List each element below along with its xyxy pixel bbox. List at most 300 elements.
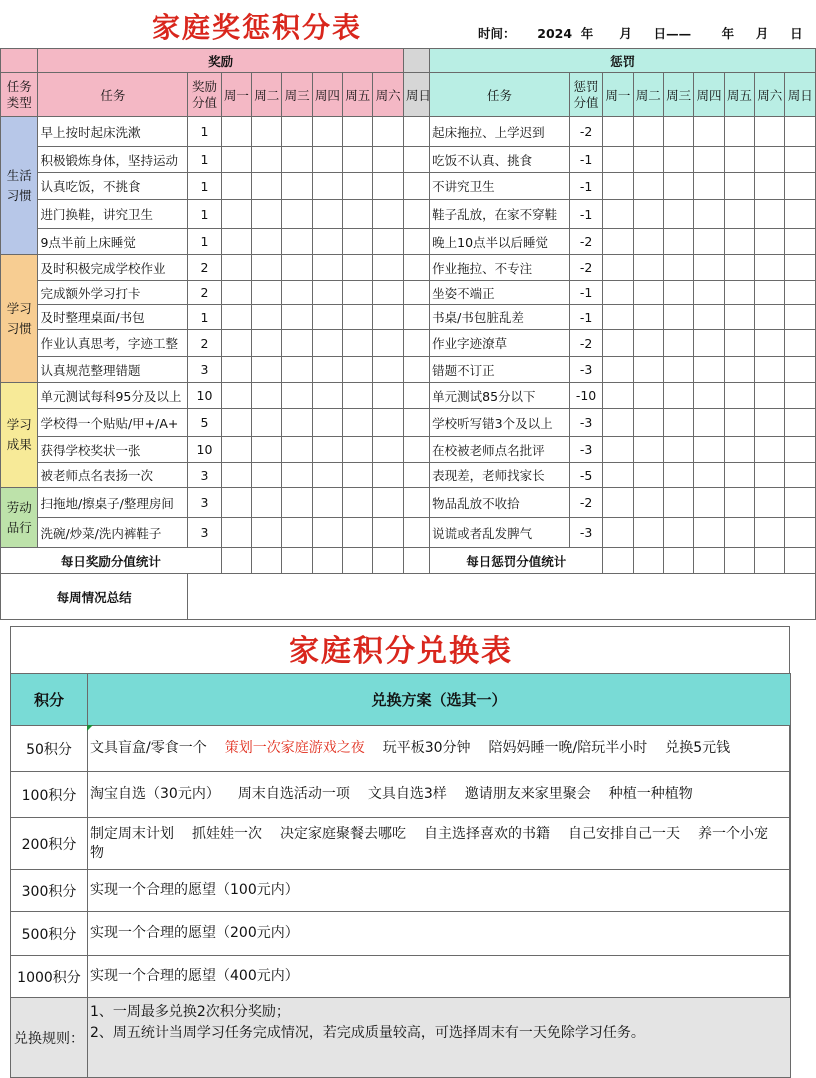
reward-check-cell[interactable] [282,357,312,383]
exchange-option: 实现一个合理的愿望（200元内） [90,925,299,941]
task-type-label: 劳动品行 [6,499,32,535]
penalty-check-cell[interactable] [603,305,633,330]
task-type-label: 学习成果 [6,417,32,452]
daily-reward-total-cell[interactable] [221,548,251,574]
penalty-check-cell[interactable] [603,437,633,463]
reward-check-cell[interactable] [252,200,282,229]
penalty-points-header: 惩罚分值 [569,73,602,117]
penalty-check-cell[interactable] [603,117,633,147]
task-row [1,357,816,383]
task-type-cell [1,255,38,383]
reward-check-cell[interactable] [312,409,342,437]
reward-check-cell[interactable] [282,173,312,200]
penalty-check-cell[interactable] [785,281,816,305]
penalty-check-cell[interactable] [724,488,754,518]
reward-check-cell[interactable] [343,357,373,383]
exchange-option: 文具自选3样 [367,786,447,802]
task-row [1,305,816,330]
penalty-check-cell[interactable] [694,305,724,330]
reward-check-cell[interactable] [221,305,251,330]
penalty-check-cell[interactable] [603,383,633,409]
daily-reward-total-cell[interactable] [343,548,373,574]
penalty-check-cell[interactable] [724,255,754,281]
reward-check-cell[interactable] [403,518,429,548]
penalty-check-cell[interactable] [694,383,724,409]
daily-penalty-total-label: 每日惩罚分值统计 [430,548,603,574]
reward-check-cell[interactable] [343,437,373,463]
reward-check-cell[interactable] [221,117,251,147]
reward-check-cell[interactable] [221,409,251,437]
reward-check-cell[interactable] [252,409,282,437]
reward-check-cell[interactable] [221,330,251,357]
penalty-check-cell[interactable] [724,173,754,200]
penalty-check-cell[interactable] [603,173,633,200]
penalty-check-cell[interactable] [785,229,816,255]
penalty-check-cell[interactable] [785,409,816,437]
penalty-check-cell[interactable] [694,147,724,173]
penalty-check-cell[interactable] [603,200,633,229]
penalty-check-cell[interactable] [694,117,724,147]
reward-check-cell[interactable] [282,255,312,281]
reward-check-cell[interactable] [221,147,251,173]
reward-check-cell[interactable] [373,305,403,330]
reward-check-cell[interactable] [373,488,403,518]
blank-corner [1,49,38,73]
reward-check-cell[interactable] [343,173,373,200]
reward-check-cell[interactable] [343,383,373,409]
penalty-check-cell[interactable] [785,200,816,229]
penalty-check-cell[interactable] [785,255,816,281]
penalty-check-cell[interactable] [694,518,724,548]
penalty-check-cell[interactable] [603,488,633,518]
penalty-check-cell[interactable] [663,518,693,548]
penalty-check-cell[interactable] [724,330,754,357]
penalty-check-cell[interactable] [603,357,633,383]
penalty-check-cell[interactable] [603,330,633,357]
reward-check-cell[interactable] [403,330,429,357]
reward-check-cell[interactable] [252,281,282,305]
reward-check-cell[interactable] [252,255,282,281]
penalty-points: -3 [569,409,602,437]
penalty-check-cell[interactable] [603,463,633,488]
reward-check-cell[interactable] [282,409,312,437]
penalty-check-cell[interactable] [755,437,785,463]
penalty-check-cell[interactable] [755,357,785,383]
reward-task: 被老师点名表扬一次 [38,463,188,488]
rules-row [11,998,791,1078]
reward-points: 10 [188,383,221,409]
daily-penalty-total-cell[interactable] [724,548,754,574]
reward-check-cell[interactable] [373,330,403,357]
penalty-check-cell[interactable] [694,463,724,488]
penalty-check-cell[interactable] [724,281,754,305]
penalty-check-cell[interactable] [603,281,633,305]
reward-check-cell[interactable] [343,147,373,173]
reward-task: 进门换鞋，讲究卫生 [38,200,188,229]
penalty-check-cell[interactable] [633,463,663,488]
penalty-check-cell[interactable] [663,305,693,330]
reward-check-cell[interactable] [282,117,312,147]
penalty-check-cell[interactable] [633,437,663,463]
penalty-check-cell[interactable] [785,518,816,548]
reward-check-cell[interactable] [343,463,373,488]
daily-penalty-total-cell[interactable] [633,548,663,574]
penalty-check-cell[interactable] [603,409,633,437]
exchange-option: 邀请朋友来家里聚会 [464,786,591,802]
exchange-section [10,626,790,1056]
plan-header: 兑换方案（选其一） [88,674,791,726]
daily-penalty-total-cell[interactable] [603,548,633,574]
reward-check-cell[interactable] [252,437,282,463]
penalty-check-cell[interactable] [633,281,663,305]
reward-points: 1 [188,305,221,330]
reward-check-cell[interactable] [282,437,312,463]
penalty-check-cell[interactable] [785,173,816,200]
reward-check-cell[interactable] [343,229,373,255]
daily-reward-total-cell[interactable] [252,548,282,574]
penalty-check-cell[interactable] [633,200,663,229]
penalty-check-cell[interactable] [755,255,785,281]
exchange-option: 实现一个合理的愿望（400元内） [90,968,299,984]
penalty-check-cell[interactable] [633,409,663,437]
reward-check-cell[interactable] [403,229,429,255]
penalty-check-cell[interactable] [603,518,633,548]
penalty-check-cell[interactable] [694,173,724,200]
task-row [1,147,816,173]
penalty-check-cell[interactable] [724,409,754,437]
penalty-check-cell[interactable] [755,463,785,488]
reward-check-cell[interactable] [373,147,403,173]
reward-check-cell[interactable] [373,463,403,488]
penalty-check-cell[interactable] [724,305,754,330]
reward-day-6: 周六 [373,73,403,117]
penalty-check-cell[interactable] [755,173,785,200]
reward-check-cell[interactable] [282,518,312,548]
task-type-cell [1,383,38,488]
reward-check-cell[interactable] [252,117,282,147]
reward-header: 奖励 [38,49,403,73]
reward-day-4: 周四 [312,73,342,117]
penalty-check-cell[interactable] [663,229,693,255]
reward-points: 10 [188,437,221,463]
penalty-check-cell[interactable] [785,463,816,488]
penalty-check-cell[interactable] [755,518,785,548]
penalty-check-cell[interactable] [663,330,693,357]
penalty-check-cell[interactable] [785,305,816,330]
reward-check-cell[interactable] [403,305,429,330]
penalty-check-cell[interactable] [663,147,693,173]
penalty-check-cell[interactable] [633,147,663,173]
penalty-check-cell[interactable] [663,409,693,437]
reward-check-cell[interactable] [373,255,403,281]
penalty-check-cell[interactable] [633,518,663,548]
penalty-check-cell[interactable] [724,117,754,147]
penalty-check-cell[interactable] [724,200,754,229]
reward-check-cell[interactable] [282,200,312,229]
reward-check-cell[interactable] [373,383,403,409]
exchange-table [10,673,791,1078]
penalty-check-cell[interactable] [755,305,785,330]
penalty-check-cell[interactable] [694,488,724,518]
reward-check-cell[interactable] [343,305,373,330]
daily-reward-total-cell[interactable] [403,548,429,574]
reward-check-cell[interactable] [221,463,251,488]
reward-check-cell[interactable] [312,383,342,409]
reward-check-cell[interactable] [343,409,373,437]
penalty-check-cell[interactable] [755,200,785,229]
penalty-check-cell[interactable] [633,173,663,200]
reward-check-cell[interactable] [403,488,429,518]
reward-check-cell[interactable] [343,281,373,305]
reward-check-cell[interactable] [373,200,403,229]
penalty-points: -10 [569,383,602,409]
reward-check-cell[interactable] [312,463,342,488]
reward-check-cell[interactable] [252,488,282,518]
penalty-check-cell[interactable] [724,383,754,409]
reward-check-cell[interactable] [221,383,251,409]
penalty-check-cell[interactable] [663,117,693,147]
penalty-task: 在校被老师点名批评 [430,437,570,463]
penalty-check-cell[interactable] [663,255,693,281]
reward-check-cell[interactable] [312,200,342,229]
penalty-check-cell[interactable] [724,147,754,173]
daily-penalty-total-cell[interactable] [694,548,724,574]
penalty-check-cell[interactable] [724,437,754,463]
reward-check-cell[interactable] [252,357,282,383]
exchange-option: 淘宝自选（30元内） [90,786,220,802]
page-title: 家庭奖惩积分表 [152,11,363,44]
penalty-check-cell[interactable] [633,357,663,383]
penalty-day-6: 周六 [755,73,785,117]
reward-check-cell[interactable] [343,200,373,229]
reward-check-cell[interactable] [312,437,342,463]
reward-check-cell[interactable] [252,173,282,200]
reward-check-cell[interactable] [221,488,251,518]
reward-task: 及时整理桌面/书包 [38,305,188,330]
reward-check-cell[interactable] [403,463,429,488]
daily-reward-total-cell[interactable] [373,548,403,574]
penalty-check-cell[interactable] [663,173,693,200]
task-row [1,117,816,147]
penalty-check-cell[interactable] [603,255,633,281]
reward-check-cell[interactable] [403,437,429,463]
reward-task: 单元测试每科95分及以上 [38,383,188,409]
penalty-check-cell[interactable] [785,117,816,147]
penalty-check-cell[interactable] [724,518,754,548]
penalty-points: -2 [569,330,602,357]
penalty-check-cell[interactable] [633,229,663,255]
reward-check-cell[interactable] [373,437,403,463]
penalty-check-cell[interactable] [785,437,816,463]
penalty-task: 表现差，老师找家长 [430,463,570,488]
penalty-check-cell[interactable] [633,255,663,281]
penalty-points: -2 [569,488,602,518]
reward-check-cell[interactable] [221,518,251,548]
penalty-check-cell[interactable] [603,229,633,255]
daily-total-row [1,548,816,574]
reward-check-cell[interactable] [252,305,282,330]
penalty-check-cell[interactable] [663,437,693,463]
penalty-check-cell[interactable] [694,229,724,255]
penalty-check-cell[interactable] [785,383,816,409]
daily-penalty-total-cell[interactable] [785,548,816,574]
penalty-check-cell[interactable] [663,357,693,383]
reward-check-cell[interactable] [312,330,342,357]
daily-reward-total-cell[interactable] [312,548,342,574]
reward-check-cell[interactable] [282,281,312,305]
penalty-points: -5 [569,463,602,488]
penalty-check-cell[interactable] [785,357,816,383]
reward-check-cell[interactable] [403,173,429,200]
task-row [1,173,816,200]
reward-check-cell[interactable] [312,357,342,383]
reward-check-cell[interactable] [282,305,312,330]
penalty-check-cell[interactable] [724,357,754,383]
exchange-option: 兑换5元钱 [665,740,731,756]
penalty-check-cell[interactable] [755,383,785,409]
reward-check-cell[interactable] [252,383,282,409]
reward-check-cell[interactable] [221,281,251,305]
exchange-option: 策划一次家庭游戏之夜 [224,740,365,756]
reward-points: 1 [188,117,221,147]
penalty-task: 书桌/书包脏乱差 [430,305,570,330]
penalty-check-cell[interactable] [755,488,785,518]
penalty-check-cell[interactable] [755,281,785,305]
reward-check-cell[interactable] [312,173,342,200]
penalty-check-cell[interactable] [724,229,754,255]
penalty-check-cell[interactable] [694,409,724,437]
penalty-check-cell[interactable] [663,488,693,518]
penalty-check-cell[interactable] [755,330,785,357]
reward-check-cell[interactable] [282,383,312,409]
penalty-check-cell[interactable] [633,330,663,357]
penalty-check-cell[interactable] [663,281,693,305]
penalty-check-cell[interactable] [724,463,754,488]
reward-check-cell[interactable] [403,147,429,173]
header-row-top [1,49,816,73]
penalty-check-cell[interactable] [663,463,693,488]
reward-check-cell[interactable] [221,173,251,200]
reward-check-cell[interactable] [403,255,429,281]
penalty-check-cell[interactable] [755,117,785,147]
reward-check-cell[interactable] [252,518,282,548]
reward-check-cell[interactable] [282,463,312,488]
exchange-row [11,726,791,772]
reward-check-cell[interactable] [373,117,403,147]
reward-task: 早上按时起床洗漱 [38,117,188,147]
reward-check-cell[interactable] [343,488,373,518]
penalty-check-cell[interactable] [755,409,785,437]
reward-check-cell[interactable] [403,117,429,147]
penalty-day-1: 周一 [603,73,633,117]
penalty-check-cell[interactable] [694,357,724,383]
task-type-label: 生活习惯 [6,167,32,203]
reward-check-cell[interactable] [221,437,251,463]
points-cell: 1000积分 [11,956,88,998]
task-row [1,463,816,488]
penalty-check-cell[interactable] [633,488,663,518]
reward-check-cell[interactable] [221,357,251,383]
exchange-option: 制定周末计划 [90,825,174,842]
reward-check-cell[interactable] [373,409,403,437]
penalty-points: -3 [569,518,602,548]
penalty-check-cell[interactable] [694,255,724,281]
reward-check-cell[interactable] [403,281,429,305]
reward-check-cell[interactable] [312,255,342,281]
reward-check-cell[interactable] [282,229,312,255]
reward-day-5: 周五 [343,73,373,117]
reward-check-cell[interactable] [312,229,342,255]
task-type-cell [1,117,38,255]
reward-check-cell[interactable] [252,463,282,488]
reward-check-cell[interactable] [373,357,403,383]
penalty-check-cell[interactable] [785,330,816,357]
task-type-label: 学习习惯 [6,300,32,336]
reward-check-cell[interactable] [282,330,312,357]
reward-check-cell[interactable] [252,330,282,357]
penalty-check-cell[interactable] [633,305,663,330]
daily-reward-total-cell[interactable] [282,548,312,574]
reward-check-cell[interactable] [221,200,251,229]
penalty-task: 学校听写错3个及以上 [430,409,570,437]
exchange-row [11,818,791,870]
reward-check-cell[interactable] [343,330,373,357]
reward-check-cell[interactable] [373,281,403,305]
reward-check-cell[interactable] [403,357,429,383]
reward-check-cell[interactable] [373,229,403,255]
reward-check-cell[interactable] [403,200,429,229]
penalty-check-cell[interactable] [633,117,663,147]
reward-check-cell[interactable] [312,518,342,548]
reward-check-cell[interactable] [252,147,282,173]
reward-check-cell[interactable] [343,255,373,281]
penalty-check-cell[interactable] [603,147,633,173]
penalty-check-cell[interactable] [694,281,724,305]
penalty-check-cell[interactable] [663,200,693,229]
penalty-check-cell[interactable] [755,229,785,255]
reward-check-cell[interactable] [282,147,312,173]
weekly-summary-input[interactable] [188,574,816,620]
reward-check-cell[interactable] [312,488,342,518]
reward-check-cell[interactable] [343,518,373,548]
reward-check-cell[interactable] [373,173,403,200]
reward-check-cell[interactable] [312,117,342,147]
reward-check-cell[interactable] [343,117,373,147]
penalty-check-cell[interactable] [663,383,693,409]
reward-penalty-table [0,48,816,620]
penalty-points: -1 [569,281,602,305]
penalty-check-cell[interactable] [694,200,724,229]
penalty-check-cell[interactable] [785,488,816,518]
daily-penalty-total-cell[interactable] [755,548,785,574]
reward-check-cell[interactable] [221,255,251,281]
penalty-check-cell[interactable] [633,383,663,409]
penalty-check-cell[interactable] [694,330,724,357]
reward-check-cell[interactable] [312,305,342,330]
reward-check-cell[interactable] [373,518,403,548]
reward-check-cell[interactable] [312,281,342,305]
reward-check-cell[interactable] [403,383,429,409]
reward-check-cell[interactable] [221,229,251,255]
daily-penalty-total-cell[interactable] [663,548,693,574]
reward-check-cell[interactable] [282,488,312,518]
penalty-check-cell[interactable] [785,147,816,173]
penalty-check-cell[interactable] [694,437,724,463]
penalty-check-cell[interactable] [755,147,785,173]
reward-check-cell[interactable] [403,409,429,437]
reward-check-cell[interactable] [312,147,342,173]
reward-check-cell[interactable] [252,229,282,255]
